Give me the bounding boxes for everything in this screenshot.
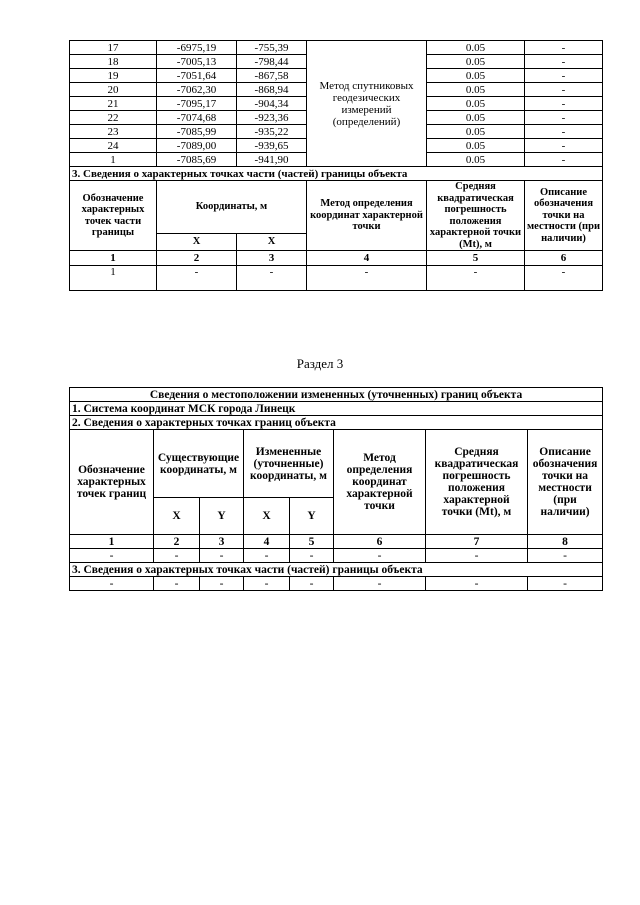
table-row: [70, 41, 603, 55]
col-number: 6: [334, 535, 426, 549]
table-cell: -: [525, 153, 603, 167]
header-y: Y: [200, 498, 244, 535]
table-cell: -: [334, 577, 426, 591]
table-cell: 1: [70, 153, 157, 167]
table-cell: -: [427, 266, 525, 291]
table-cell: 21: [70, 97, 157, 111]
table-cell: -: [307, 266, 427, 291]
section3-title: 3. Сведения о характерных точках части (частей) границы объекта: [70, 563, 603, 577]
table-cell: -7095,17: [157, 97, 237, 111]
table-cell: -923,36: [237, 111, 307, 125]
table-cell: -798,44: [237, 55, 307, 69]
col-number: 5: [427, 251, 525, 266]
col-number: 8: [528, 535, 603, 549]
table-cell: -: [525, 266, 603, 291]
table-title: Сведения о местоположении измененных (уточненных) границ объекта: [70, 388, 603, 402]
title-row: [70, 388, 603, 402]
numbers-row: [70, 251, 603, 266]
table-cell: 0.05: [427, 125, 525, 139]
table-row: [70, 549, 603, 563]
col-number: 4: [244, 535, 290, 549]
table-cell: -939,65: [237, 139, 307, 153]
header-coords: Координаты, м: [157, 181, 307, 234]
table-cell: 0.05: [427, 139, 525, 153]
table-cell: -: [525, 55, 603, 69]
header-x: X: [154, 498, 200, 535]
table-cell: -: [525, 139, 603, 153]
header-row: [70, 181, 603, 234]
table-cell: -: [70, 549, 154, 563]
table-cell: 23: [70, 125, 157, 139]
header-y: X: [237, 234, 307, 251]
header-designation: Обозначение характерных точек границ: [70, 430, 154, 535]
table-cell: -: [70, 577, 154, 591]
table-cell: -: [525, 69, 603, 83]
col-number: 4: [307, 251, 427, 266]
table-row: [70, 577, 603, 591]
table-cell: 1: [70, 266, 157, 291]
table-cell: -7089,00: [157, 139, 237, 153]
table-cell: -7062,30: [157, 83, 237, 97]
header-desc: Описание обозначения точки на местности (при наличии): [525, 181, 603, 251]
table-cell: -: [528, 577, 603, 591]
header-mt: Средняя квадратическая погрешность положения характерной точки (Mt), м: [427, 181, 525, 251]
table-cell: -941,90: [237, 153, 307, 167]
header-existing: Существующие координаты, м: [154, 430, 244, 498]
table-cell: 0.05: [427, 111, 525, 125]
table-cell: 20: [70, 83, 157, 97]
table-cell: -: [290, 549, 334, 563]
table-cell: -: [525, 97, 603, 111]
col-number: 2: [157, 251, 237, 266]
header-mt: Средняя квадратическая погрешность положения характерной точки (Mt), м: [426, 430, 528, 535]
table-cell: -6975,19: [157, 41, 237, 55]
header-changed: Измененные (уточненные) координаты, м: [244, 430, 334, 498]
header-method: Метод определения координат характерной точки: [307, 181, 427, 251]
table-cell: 19: [70, 69, 157, 83]
header-x: X: [157, 234, 237, 251]
table-row: [70, 266, 603, 291]
table-cell: -: [244, 549, 290, 563]
table-cell: -7005,13: [157, 55, 237, 69]
table-cell: -: [426, 577, 528, 591]
method-cell: Метод спутниковых геодезических измерений (определений): [307, 41, 427, 167]
table-cell: -: [290, 577, 334, 591]
col-number: 3: [200, 535, 244, 549]
table-cell: -: [525, 111, 603, 125]
table-cell: 0.05: [427, 55, 525, 69]
header-desc: Описание обозначения точки на местности (при наличии): [528, 430, 603, 535]
table-cell: -: [154, 577, 200, 591]
table-cell: -: [525, 41, 603, 55]
table-cell: -7074,68: [157, 111, 237, 125]
header-x: X: [244, 498, 290, 535]
points-table-body: [70, 41, 603, 167]
coordinate-system: 1. Система координат МСК города Линецк: [70, 402, 603, 416]
section3-title: 3. Сведения о характерных точках части (частей) границы объекта: [70, 167, 603, 181]
table-cell: 24: [70, 139, 157, 153]
col-number: 5: [290, 535, 334, 549]
table-cell: 17: [70, 41, 157, 55]
section2-row: [70, 416, 603, 430]
col-number: 1: [70, 251, 157, 266]
table-cell: -7085,99: [157, 125, 237, 139]
table-cell: -: [154, 549, 200, 563]
header-method: Метод определения координат характерной точки: [334, 430, 426, 535]
header-y: Y: [290, 498, 334, 535]
table-cell: -: [528, 549, 603, 563]
table-cell: -: [525, 125, 603, 139]
table-cell: -935,22: [237, 125, 307, 139]
system-row: [70, 402, 603, 416]
table-cell: -: [426, 549, 528, 563]
changed-boundaries-table: [69, 387, 603, 591]
table-cell: 0.05: [427, 41, 525, 55]
table-cell: 0.05: [427, 97, 525, 111]
table-cell: -: [244, 577, 290, 591]
table-cell: -868,94: [237, 83, 307, 97]
header-row: [70, 430, 603, 498]
numbers-row: [70, 535, 603, 549]
table-cell: -: [334, 549, 426, 563]
table-cell: 0.05: [427, 69, 525, 83]
table-cell: 18: [70, 55, 157, 69]
section-heading: Раздел 3: [296, 356, 344, 371]
col-number: 6: [525, 251, 603, 266]
header-designation: Обозначение характерных точек части границы: [70, 181, 157, 251]
table-cell: -: [200, 577, 244, 591]
col-number: 1: [70, 535, 154, 549]
table-cell: 22: [70, 111, 157, 125]
section3-row: [70, 563, 603, 577]
section3-title-row: [70, 167, 603, 181]
table-cell: -7085,69: [157, 153, 237, 167]
table-cell: -: [237, 266, 307, 291]
table-cell: -: [157, 266, 237, 291]
table-cell: -755,39: [237, 41, 307, 55]
table-cell: -: [200, 549, 244, 563]
points-table: [69, 40, 603, 291]
col-number: 3: [237, 251, 307, 266]
table-cell: 0.05: [427, 83, 525, 97]
table-cell: 0.05: [427, 153, 525, 167]
table-cell: -867,58: [237, 69, 307, 83]
table-cell: -904,34: [237, 97, 307, 111]
table-cell: -7051,64: [157, 69, 237, 83]
col-number: 2: [154, 535, 200, 549]
table-cell: -: [525, 83, 603, 97]
col-number: 7: [426, 535, 528, 549]
section2-title: 2. Сведения о характерных точках границ объекта: [70, 416, 603, 430]
